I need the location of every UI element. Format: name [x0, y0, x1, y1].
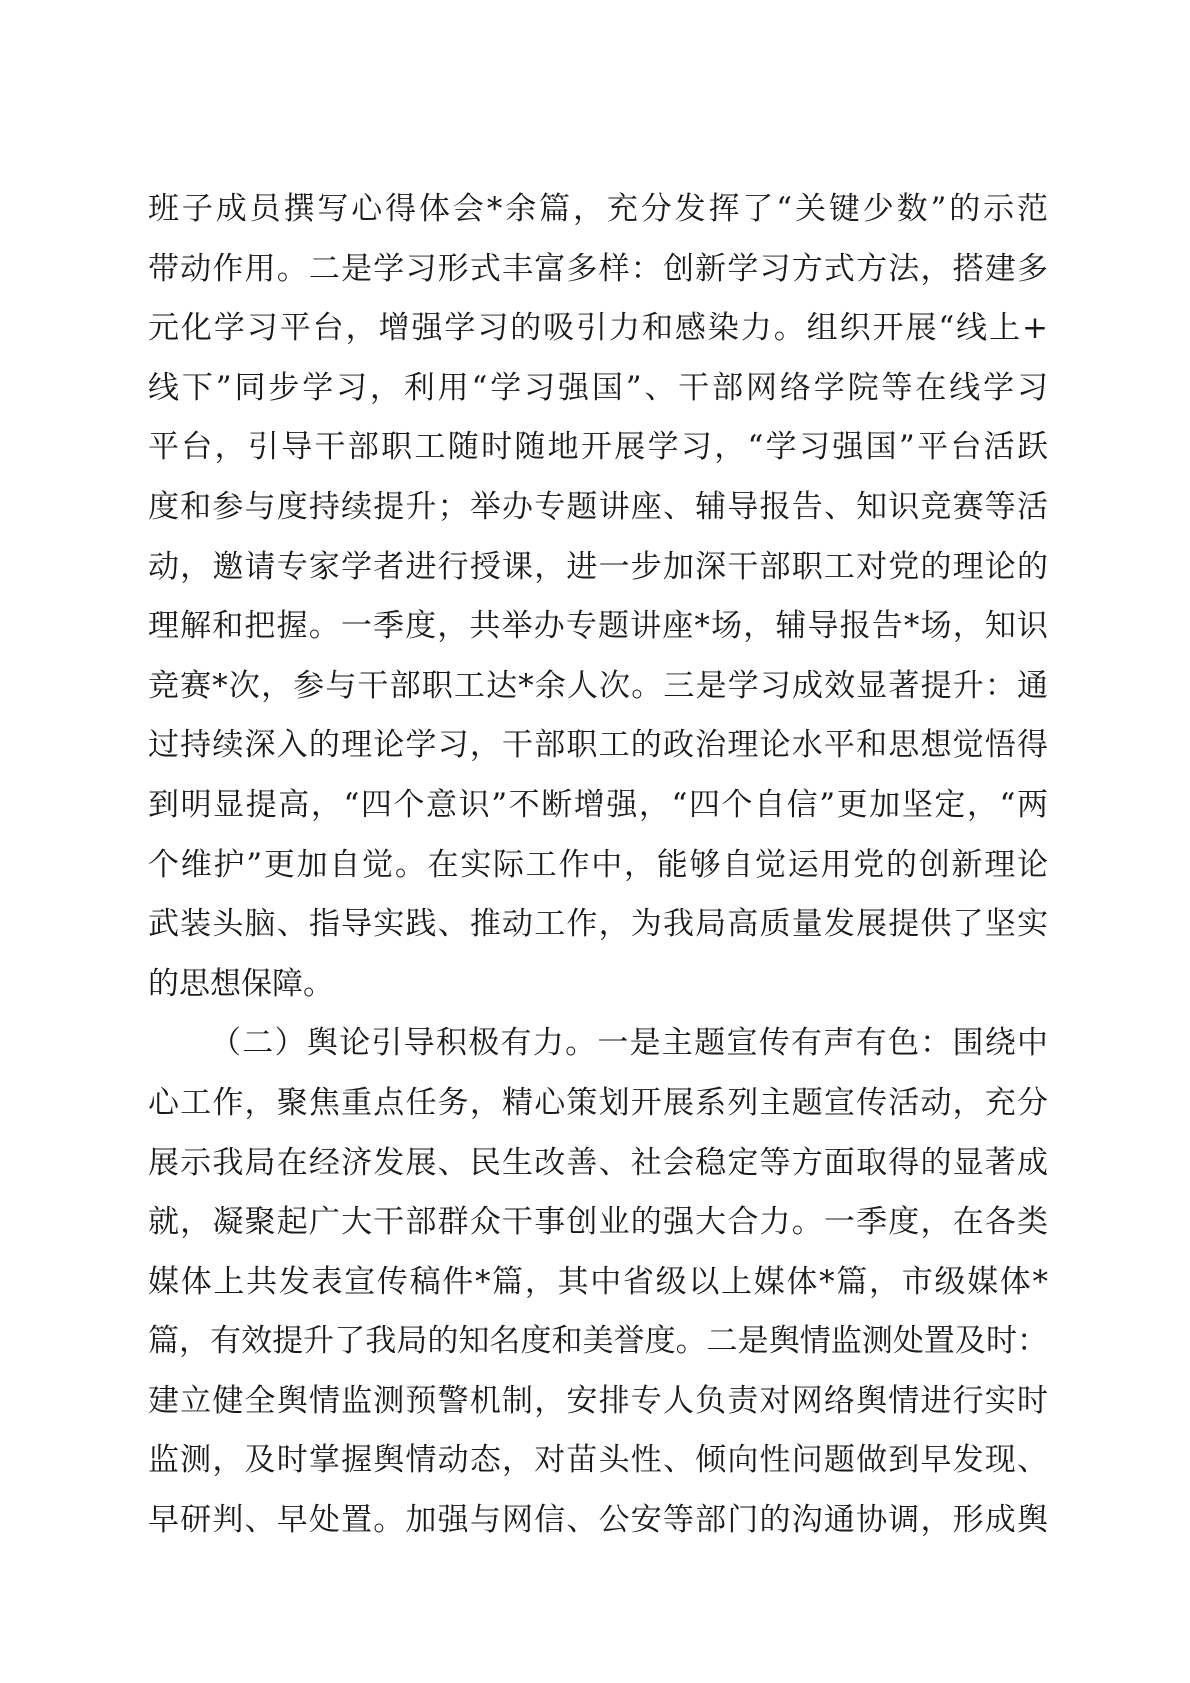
text-line: 班子成员撰写心得体会*余篇，充分发挥了“关键少数”的示范	[148, 191, 1048, 227]
text-line: 篇，有效提升了我局的知名度和美誉度。二是舆情监测处置及时：	[148, 1323, 1048, 1360]
body-text	[148, 180, 1048, 1551]
text-line: 武装头脑、指导实践、推动工作，为我局高质量发展提供了坚实	[148, 906, 1048, 943]
text-line: 媒体上共发表宣传稿件*篇，其中省级以上媒体*篇，市级媒体*	[148, 1263, 1048, 1300]
text-line: 展示我局在经济发展、民生改善、社会稳定等方面取得的显著成	[148, 1144, 1048, 1181]
text-line: 建立健全舆情监测预警机制，安排专人负责对网络舆情进行实时	[148, 1382, 1048, 1419]
text-line: 早研判、早处置。加强与网信、公安等部门的沟通协调，形成舆	[148, 1502, 1048, 1539]
text-line: 过持续深入的理论学习，干部职工的政治理论水平和思想觉悟得	[148, 727, 1048, 764]
text-line: 理解和把握。一季度，共举办专题讲座*场，辅导报告*场，知识	[148, 608, 1048, 645]
text-line: 到明显提高，“四个意识”不断增强，“四个自信”更加坚定，“两	[148, 786, 1048, 823]
text-line: 心工作，聚焦重点任务，精心策划开展系列主题宣传活动，充分	[148, 1084, 1048, 1121]
section-heading-line: （二）舆论引导积极有力。一是主题宣传有声有色：围绕中	[210, 1025, 1048, 1062]
text-line: 动，邀请专家学者进行授课，进一步加深干部职工对党的理论的	[148, 548, 1048, 585]
text-line: 的思想保障。	[148, 965, 334, 1002]
text-line: 就，凝聚起广大干部群众干事创业的强大合力。一季度，在各类	[148, 1204, 1048, 1241]
text-line: 监测，及时掌握舆情动态，对苗头性、倾向性问题做到早发现、	[148, 1442, 1048, 1479]
text-line: 元化学习平台，增强学习的吸引力和感染力。组织开展“线上+	[148, 310, 1048, 347]
text-line: 平台，引导干部职工随时随地开展学习，“学习强国”平台活跃	[148, 429, 1048, 466]
text-line: 带动作用。二是学习形式丰富多样：创新学习方式方法，搭建多	[148, 250, 1048, 287]
text-line: 竞赛*次，参与干部职工达*余人次。三是学习成效显著提升：通	[148, 667, 1048, 704]
text-line: 线下”同步学习，利用“学习强国”、干部网络学院等在线学习	[148, 369, 1048, 406]
text-line: 度和参与度持续提升；举办专题讲座、辅导报告、知识竞赛等活	[148, 488, 1048, 525]
text-line: 个维护”更加自觉。在实际工作中，能够自觉运用党的创新理论	[148, 846, 1048, 883]
